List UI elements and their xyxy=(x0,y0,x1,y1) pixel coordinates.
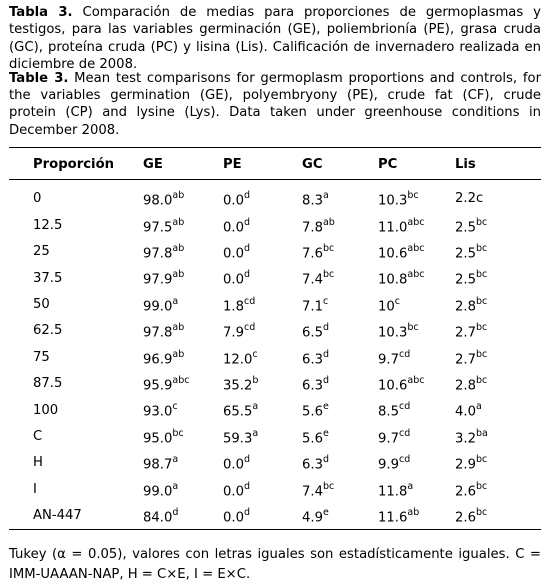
table-row xyxy=(9,345,541,371)
table-row xyxy=(9,371,541,397)
cell-value: 0.0 xyxy=(223,193,244,209)
cell-value: 4.9 xyxy=(302,510,323,526)
significance-letters: cd xyxy=(398,401,411,413)
significance-letters: bc xyxy=(475,506,488,518)
cell-pc xyxy=(378,503,455,529)
cell-value: 59.3 xyxy=(223,431,253,447)
cell-lis xyxy=(455,265,541,291)
table-row xyxy=(9,424,541,450)
cell-pe xyxy=(223,503,302,529)
header-pc: PC xyxy=(378,156,398,172)
cell-value: 10 xyxy=(378,299,395,315)
cell-value: 2.9 xyxy=(455,457,476,473)
cell-value: 25 xyxy=(33,244,50,260)
cell-value: I xyxy=(33,481,37,497)
header-gc: GC xyxy=(302,156,323,172)
header-pe: PE xyxy=(223,156,242,172)
cell-value: 2.8 xyxy=(455,299,476,315)
significance-letters: abc xyxy=(407,269,425,281)
cell-lis xyxy=(455,477,541,503)
cell-value: 0.0 xyxy=(223,457,244,473)
cell-value: 10.3 xyxy=(378,193,408,209)
cell-value: 11.6 xyxy=(378,510,408,526)
cell-value: 7.6 xyxy=(302,246,323,262)
cell-value: 0.0 xyxy=(223,220,244,236)
significance-letters: abc xyxy=(407,243,425,255)
cell-value: 97.5 xyxy=(143,220,173,236)
table-row xyxy=(9,397,541,423)
cell-pc xyxy=(378,477,455,503)
cell-value: 93.0 xyxy=(143,404,173,420)
cell-pc xyxy=(378,397,455,423)
significance-letters: ab xyxy=(172,348,185,360)
significance-letters: cd xyxy=(398,454,411,466)
cell-lis xyxy=(455,180,541,212)
cell-proporcion xyxy=(9,180,143,212)
significance-letters: a xyxy=(172,454,179,466)
table-row xyxy=(9,450,541,476)
cell-lis xyxy=(455,318,541,344)
cell-value: 3.2 xyxy=(455,431,476,447)
cell-value: 2.2c xyxy=(455,191,484,207)
cell-value: 0.0 xyxy=(223,483,244,499)
significance-letters: ab xyxy=(172,269,185,281)
significance-letters: bc xyxy=(475,295,488,307)
significance-letters: d xyxy=(243,190,251,202)
significance-letters: bc xyxy=(475,322,488,334)
significance-letters: d xyxy=(322,454,330,466)
cell-pe xyxy=(223,318,302,344)
cell-pc xyxy=(378,371,455,397)
cell-value: 6.3 xyxy=(302,351,323,367)
significance-letters: bc xyxy=(475,243,488,255)
cell-proporcion xyxy=(9,345,143,371)
cell-value: 2.5 xyxy=(455,220,476,236)
cell-proporcion xyxy=(9,503,143,529)
significance-letters: d xyxy=(243,480,251,492)
table-header-row xyxy=(9,149,541,179)
table-row xyxy=(9,292,541,318)
significance-letters: e xyxy=(322,506,329,518)
cell-value: 10.6 xyxy=(378,378,408,394)
significance-letters: c xyxy=(394,295,401,307)
cell-pc xyxy=(378,292,455,318)
cell-pe xyxy=(223,292,302,318)
caption-spanish xyxy=(9,4,541,74)
cell-value: 10.8 xyxy=(378,272,408,288)
cell-ge xyxy=(143,239,223,265)
significance-letters: d xyxy=(243,216,251,228)
significance-letters: abc xyxy=(407,216,425,228)
cell-value: 96.9 xyxy=(143,351,173,367)
cell-gc xyxy=(302,318,378,344)
cell-lis xyxy=(455,345,541,371)
significance-letters: a xyxy=(172,295,179,307)
cell-value: 9.7 xyxy=(378,351,399,367)
cell-value: 75 xyxy=(33,349,50,365)
cell-value: 10.6 xyxy=(378,246,408,262)
cell-value: 11.0 xyxy=(378,220,408,236)
cell-gc xyxy=(302,397,378,423)
cell-value: C xyxy=(33,428,43,444)
cell-lis xyxy=(455,424,541,450)
cell-gc xyxy=(302,239,378,265)
cell-value: 87.5 xyxy=(33,376,63,392)
table-bottom-rule xyxy=(9,529,541,530)
cell-value: 62.5 xyxy=(33,323,63,339)
cell-value: 35.2 xyxy=(223,378,253,394)
significance-letters: d xyxy=(172,506,179,518)
caption-english-text: Mean test comparisons for germoplasm proportions and controls, for the variables germination (GE), polyembryony (PE), crude fat (CF), crude protein (CP) and lysine (Lys). Data taken under greenhouse conditions in December 2008. xyxy=(9,70,541,138)
cell-value: 7.1 xyxy=(302,299,323,315)
significance-letters: bc xyxy=(475,216,488,228)
cell-ge xyxy=(143,397,223,423)
cell-value: 97.8 xyxy=(143,246,173,262)
cell-lis xyxy=(455,503,541,529)
cell-value: 7.8 xyxy=(302,220,323,236)
cell-pc xyxy=(378,345,455,371)
significance-letters: bc xyxy=(322,480,335,492)
cell-value: 10.3 xyxy=(378,325,408,341)
cell-pc xyxy=(378,180,455,212)
significance-letters: cd xyxy=(243,322,256,334)
cell-proporcion xyxy=(9,371,143,397)
cell-gc xyxy=(302,477,378,503)
table-body xyxy=(9,180,541,529)
significance-letters: a xyxy=(252,401,259,413)
significance-letters: bc xyxy=(322,269,335,281)
cell-value: 12.5 xyxy=(33,217,63,233)
cell-proporcion xyxy=(9,239,143,265)
significance-letters: cd xyxy=(398,427,411,439)
cell-value: 0 xyxy=(33,191,42,207)
cell-lis xyxy=(455,397,541,423)
caption-spanish-label: Tabla 3. xyxy=(9,5,73,20)
cell-proporcion xyxy=(9,424,143,450)
significance-letters: b xyxy=(252,374,259,386)
significance-letters: a xyxy=(322,190,329,202)
cell-value: 0.0 xyxy=(223,272,244,288)
cell-pc xyxy=(378,239,455,265)
significance-letters: d xyxy=(243,506,251,518)
cell-ge xyxy=(143,450,223,476)
table-footnote: Tukey (α = 0.05), valores con letras iguales son estadísticamente iguales. C = IMM-UAAAN-NAP, H = C×E, I = E×C. xyxy=(9,547,541,583)
cell-value: 8.5 xyxy=(378,404,399,420)
significance-letters: c xyxy=(172,401,178,413)
cell-pc xyxy=(378,213,455,239)
cell-value: 7.9 xyxy=(223,325,244,341)
cell-proporcion xyxy=(9,397,143,423)
cell-pe xyxy=(223,424,302,450)
cell-pc xyxy=(378,424,455,450)
cell-pe xyxy=(223,397,302,423)
significance-letters: ab xyxy=(172,216,185,228)
significance-letters: ab xyxy=(322,216,335,228)
cell-value: 4.0 xyxy=(455,404,476,420)
cell-value: 99.0 xyxy=(143,299,173,315)
significance-letters: d xyxy=(243,243,251,255)
cell-proporcion xyxy=(9,292,143,318)
table-row xyxy=(9,213,541,239)
cell-gc xyxy=(302,424,378,450)
cell-pe xyxy=(223,265,302,291)
cell-pe xyxy=(223,345,302,371)
cell-value: 9.7 xyxy=(378,431,399,447)
cell-ge xyxy=(143,503,223,529)
header-proporcion: Proporción xyxy=(33,156,115,172)
cell-value: 2.7 xyxy=(455,325,476,341)
cell-value: 100 xyxy=(33,402,59,418)
significance-letters: a xyxy=(407,480,414,492)
significance-letters: abc xyxy=(407,374,425,386)
cell-proporcion xyxy=(9,450,143,476)
cell-gc xyxy=(302,503,378,529)
cell-value: 65.5 xyxy=(223,404,253,420)
cell-ge xyxy=(143,265,223,291)
cell-value: 2.8 xyxy=(455,378,476,394)
caption-english-label: Table 3. xyxy=(9,70,69,86)
significance-letters: a xyxy=(252,427,259,439)
significance-letters: d xyxy=(322,374,330,386)
cell-pc xyxy=(378,265,455,291)
significance-letters: bc xyxy=(475,454,488,466)
cell-gc xyxy=(302,265,378,291)
cell-gc xyxy=(302,292,378,318)
cell-gc xyxy=(302,213,378,239)
table-row xyxy=(9,265,541,291)
cell-value: 95.9 xyxy=(143,378,173,394)
cell-value: 50 xyxy=(33,297,50,312)
cell-ge xyxy=(143,213,223,239)
cell-value: 84.0 xyxy=(143,510,173,526)
significance-letters: bc xyxy=(475,374,488,386)
cell-value: 2.6 xyxy=(455,483,476,499)
cell-lis xyxy=(455,292,541,318)
significance-letters: abc xyxy=(172,374,190,386)
cell-proporcion xyxy=(9,265,143,291)
significance-letters: cd xyxy=(398,348,411,360)
cell-value: 0.0 xyxy=(223,510,244,526)
cell-pe xyxy=(223,180,302,212)
cell-value: 2.5 xyxy=(455,272,476,288)
cell-value: 5.6 xyxy=(302,404,323,420)
significance-letters: bc xyxy=(322,243,335,255)
table-row xyxy=(9,239,541,265)
cell-pe xyxy=(223,450,302,476)
cell-lis xyxy=(455,213,541,239)
table-row xyxy=(9,318,541,344)
significance-letters: ab xyxy=(407,506,420,518)
cell-proporcion xyxy=(9,477,143,503)
table-figure xyxy=(9,4,541,585)
cell-value: 2.5 xyxy=(455,246,476,262)
significance-letters: cd xyxy=(243,295,256,307)
cell-ge xyxy=(143,371,223,397)
cell-value: AN-447 xyxy=(33,508,82,524)
table-top-rule xyxy=(9,147,541,148)
cell-ge xyxy=(143,424,223,450)
cell-value: 8.3 xyxy=(302,193,323,209)
cell-value: 1.8 xyxy=(223,299,244,315)
significance-letters: d xyxy=(322,348,330,360)
cell-ge xyxy=(143,292,223,318)
significance-letters: ab xyxy=(172,322,185,334)
caption-spanish-text: Comparación de medias para proporciones de germoplasmas y testigos, para las variables germinación (GE), poliembrionía (PE), grasa cruda (GC), proteína cruda (PC) y lisina (Lis). Calificación de invernadero realizada en diciembre de 2008. xyxy=(9,5,541,73)
cell-ge xyxy=(143,345,223,371)
table-row xyxy=(9,503,541,529)
significance-letters: bc xyxy=(407,190,419,202)
significance-letters: a xyxy=(172,480,179,492)
cell-value: 98.7 xyxy=(143,457,173,473)
cell-ge xyxy=(143,180,223,212)
significance-letters: e xyxy=(322,401,329,413)
header-lis: Lis xyxy=(455,156,476,172)
cell-value: 12.0 xyxy=(223,351,253,367)
significance-letters: a xyxy=(475,401,482,413)
significance-letters: ab xyxy=(172,243,185,255)
cell-value: 99.0 xyxy=(143,483,173,499)
cell-value: 5.6 xyxy=(302,431,323,447)
significance-letters: d xyxy=(322,322,330,334)
cell-value: 2.7 xyxy=(455,351,476,367)
cell-value: 95.0 xyxy=(143,431,173,447)
cell-pc xyxy=(378,450,455,476)
cell-value: 97.8 xyxy=(143,325,173,341)
cell-value: 98.0 xyxy=(143,193,173,209)
significance-letters: bc xyxy=(475,269,488,281)
significance-letters: bc xyxy=(475,480,488,492)
significance-letters: d xyxy=(243,269,251,281)
table-row xyxy=(9,180,541,212)
significance-letters: c xyxy=(252,348,258,360)
significance-letters: c xyxy=(322,295,329,307)
caption-english xyxy=(9,70,541,140)
cell-value: H xyxy=(33,455,43,471)
cell-value: 11.8 xyxy=(378,483,408,499)
data-table xyxy=(9,149,541,529)
cell-proporcion xyxy=(9,213,143,239)
cell-lis xyxy=(455,239,541,265)
significance-letters: bc xyxy=(172,427,184,439)
significance-letters: d xyxy=(243,454,251,466)
significance-letters: ab xyxy=(172,190,185,202)
header-ge: GE xyxy=(143,156,163,172)
cell-pe xyxy=(223,477,302,503)
significance-letters: bc xyxy=(407,322,419,334)
cell-value: 6.3 xyxy=(302,378,323,394)
cell-value: 97.9 xyxy=(143,272,173,288)
cell-gc xyxy=(302,450,378,476)
cell-value: 7.4 xyxy=(302,483,323,499)
significance-letters: e xyxy=(322,427,329,439)
cell-lis xyxy=(455,371,541,397)
cell-pe xyxy=(223,371,302,397)
cell-proporcion xyxy=(9,318,143,344)
cell-pc xyxy=(378,318,455,344)
cell-value: 7.4 xyxy=(302,272,323,288)
cell-gc xyxy=(302,345,378,371)
cell-value: 6.3 xyxy=(302,457,323,473)
cell-value: 6.5 xyxy=(302,325,323,341)
significance-letters: bc xyxy=(475,348,488,360)
significance-letters: ba xyxy=(475,427,488,439)
cell-pe xyxy=(223,239,302,265)
cell-value: 9.9 xyxy=(378,457,399,473)
cell-lis xyxy=(455,450,541,476)
cell-value: 0.0 xyxy=(223,246,244,262)
table-row xyxy=(9,477,541,503)
cell-value: 37.5 xyxy=(33,270,63,286)
cell-ge xyxy=(143,318,223,344)
cell-ge xyxy=(143,477,223,503)
cell-gc xyxy=(302,371,378,397)
cell-gc xyxy=(302,180,378,212)
cell-pe xyxy=(223,213,302,239)
cell-value: 2.6 xyxy=(455,510,476,526)
